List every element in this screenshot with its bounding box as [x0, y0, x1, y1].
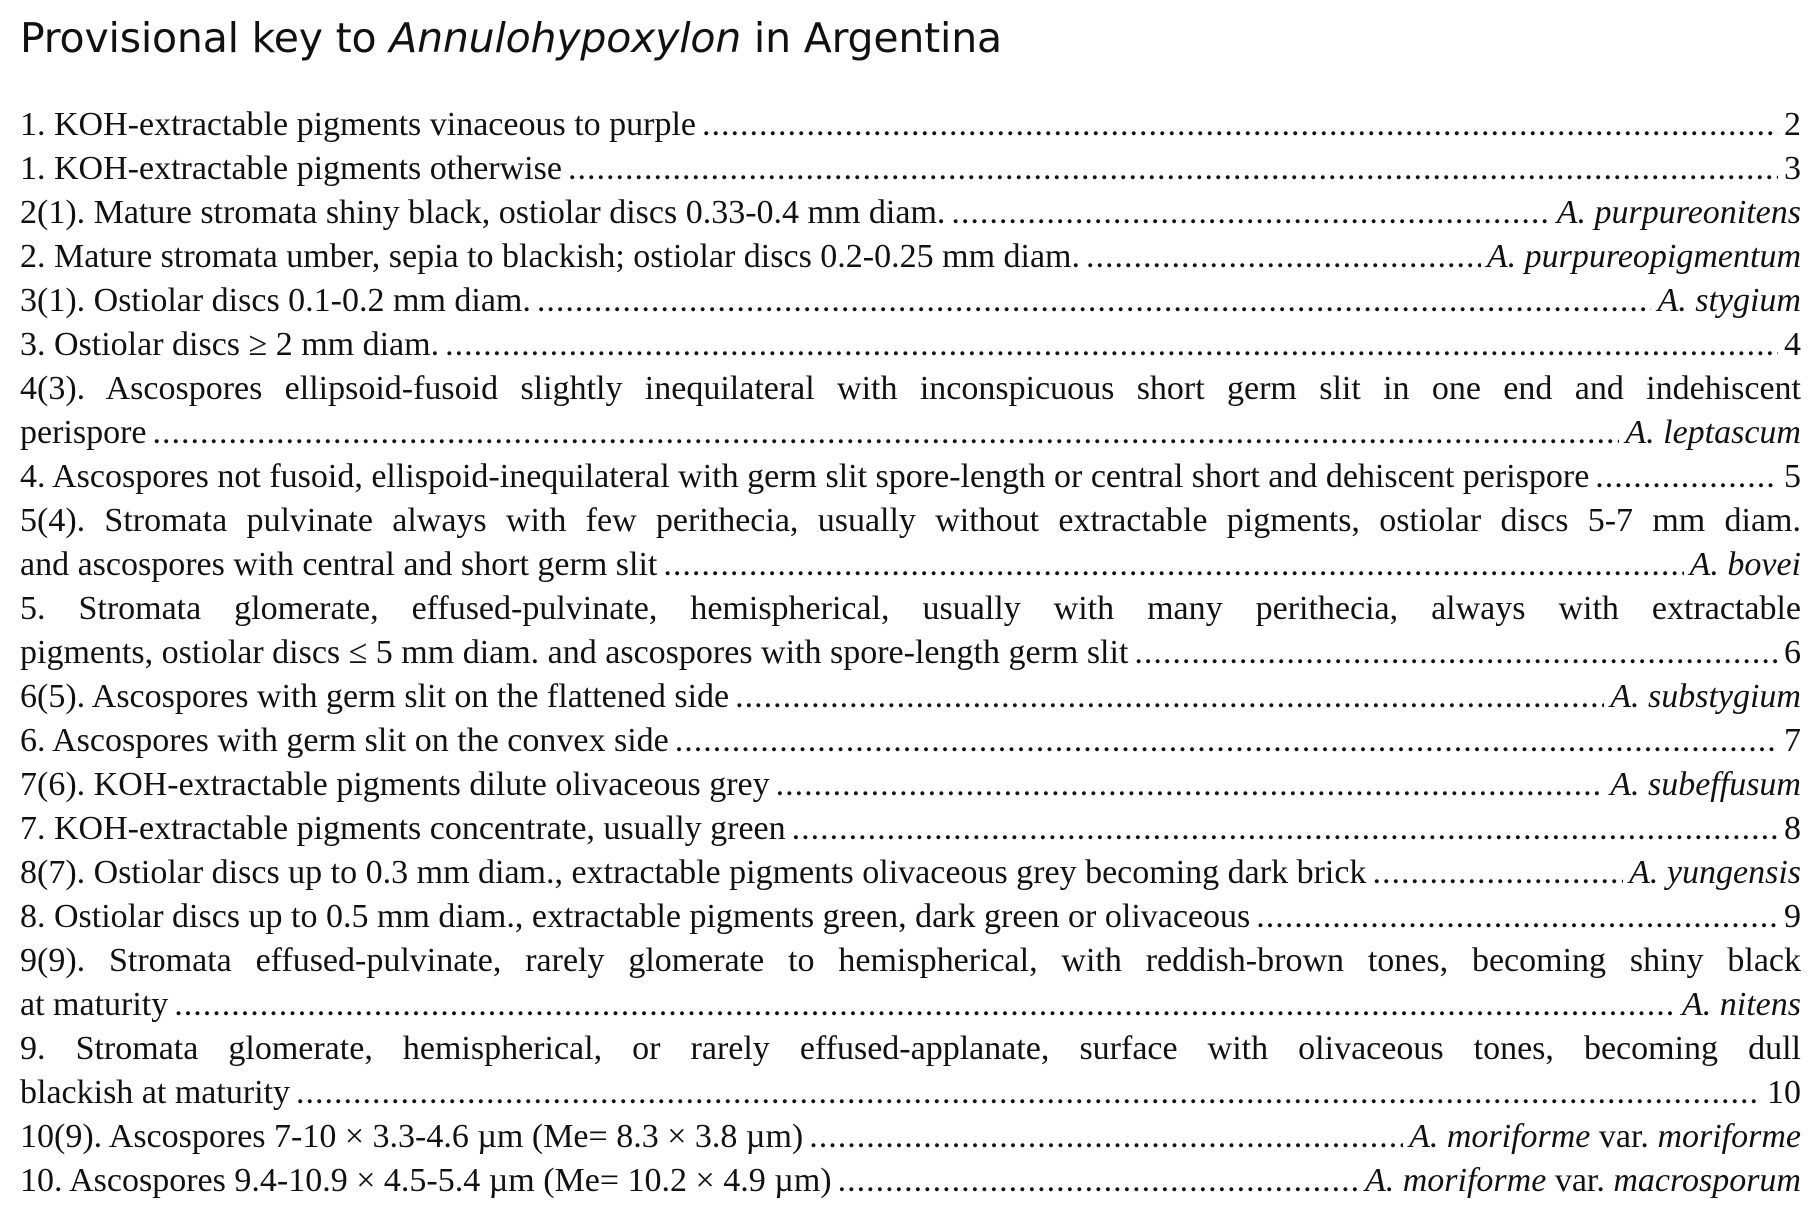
- couplet-result: 9: [1784, 898, 1801, 935]
- dot-leader: [792, 807, 1778, 851]
- dot-leader: [1372, 851, 1623, 895]
- couplet-text: 3. Ostiolar discs ≥ 2 mm diam.: [20, 326, 440, 363]
- couplet-text: perispore: [20, 414, 147, 451]
- couplet-result-epithet: moriforme: [1657, 1118, 1801, 1155]
- key-couplet-6b: [20, 719, 1801, 763]
- key-couplet-8b: [20, 895, 1801, 939]
- key-couplet-1a: [20, 103, 1801, 147]
- couplet-result-species: A. purpureonitens: [1556, 194, 1801, 231]
- couplet-result-epithet: macrosporum: [1613, 1162, 1801, 1199]
- couplet-result-rank: var.: [1590, 1118, 1658, 1155]
- couplet-text: 1. KOH-extractable pigments vinaceous to purple: [20, 106, 697, 143]
- couplet-result: 10: [1767, 1074, 1801, 1111]
- couplet-text: and ascospores with central and short germ slit: [20, 546, 658, 583]
- couplet-result-species: A. stygium: [1657, 282, 1801, 319]
- dot-leader: [702, 103, 1778, 147]
- dot-leader: [174, 983, 1676, 1027]
- couplet-text: 8. Ostiolar discs up to 0.5 mm diam., extractable pigments green, dark green or olivaceous: [20, 898, 1251, 935]
- page-title: [20, 10, 1002, 66]
- dot-leader: [537, 279, 1652, 323]
- dot-leader: [1256, 895, 1778, 939]
- couplet-result: 5: [1784, 458, 1801, 495]
- couplet-result: 3: [1784, 150, 1801, 187]
- dot-leader: [838, 1159, 1359, 1203]
- title-suffix: in Argentina: [741, 14, 1002, 62]
- identification-key: [20, 103, 1801, 1203]
- key-couplet-4a-line1: 4(3). Ascospores ellipsoid-fusoid slightly inequilateral with inconspicuous short germ slit in one end and indehiscent: [20, 370, 1801, 407]
- couplet-result: 2: [1784, 106, 1801, 143]
- key-couplet-5b: [20, 631, 1801, 675]
- couplet-text: 3(1). Ostiolar discs 0.1-0.2 mm diam.: [20, 282, 531, 319]
- couplet-result: 8: [1784, 810, 1801, 847]
- key-couplet-5a: [20, 543, 1801, 587]
- couplet-result-species: A. purpureopigmentum: [1486, 238, 1801, 275]
- couplet-text: 6. Ascospores with germ slit on the convex side: [20, 722, 669, 759]
- couplet-text: 4. Ascospores not fusoid, ellispoid-inequilateral with germ slit spore-length or central short and dehiscent perispore: [20, 458, 1590, 495]
- dot-leader: [568, 147, 1778, 191]
- key-couplet-10a: [20, 1115, 1801, 1159]
- key-couplet-7a: [20, 763, 1801, 807]
- key-couplet-7b: [20, 807, 1801, 851]
- key-couplet-1b: [20, 147, 1801, 191]
- couplet-text: blackish at maturity: [20, 1074, 291, 1111]
- key-couplet-2a: [20, 191, 1801, 235]
- dot-leader: [663, 543, 1683, 587]
- dot-leader: [153, 411, 1620, 455]
- couplet-result-species: A. substygium: [1610, 678, 1801, 715]
- title-genus: Annulohypoxylon: [389, 14, 742, 62]
- dot-leader: [1134, 631, 1778, 675]
- couplet-text: 8(7). Ostiolar discs up to 0.3 mm diam., extractable pigments olivaceous grey becoming dark brick: [20, 854, 1367, 891]
- dot-leader: [735, 675, 1604, 719]
- key-couplet-3b: [20, 323, 1801, 367]
- key-couplet-6a: [20, 675, 1801, 719]
- couplet-result-species: A. yungensis: [1629, 854, 1801, 891]
- couplet-result-species: A. nitens: [1682, 986, 1801, 1023]
- couplet-result-species: A. moriforme: [1364, 1162, 1547, 1199]
- key-couplet-8a: [20, 851, 1801, 895]
- couplet-text: 6(5). Ascospores with germ slit on the flattened side: [20, 678, 730, 715]
- key-couplet-5a-line1: 5(4). Stromata pulvinate always with few perithecia, usually without extractable pigments, ostiolar discs 5-7 mm diam.: [20, 502, 1801, 539]
- couplet-text: at maturity: [20, 986, 169, 1023]
- couplet-text: 2. Mature stromata umber, sepia to blackish; ostiolar discs 0.2-0.25 mm diam.: [20, 238, 1080, 275]
- couplet-result: 6: [1784, 634, 1801, 671]
- dot-leader: [1086, 235, 1481, 279]
- dot-leader: [809, 1115, 1403, 1159]
- dot-leader: [675, 719, 1778, 763]
- couplet-result-species: A. moriforme: [1409, 1118, 1591, 1155]
- key-couplet-5b-line1: 5. Stromata glomerate, effused-pulvinate, hemispherical, usually with many perithecia, always with extractable: [20, 590, 1801, 627]
- key-couplet-9a: [20, 983, 1801, 1027]
- couplet-text: 2(1). Mature stromata shiny black, ostiolar discs 0.33-0.4 mm diam.: [20, 194, 946, 231]
- key-couplet-9b-line1: 9. Stromata glomerate, hemispherical, or rarely effused-applanate, surface with olivaceous tones, becoming dull: [20, 1030, 1801, 1067]
- couplet-text: 7. KOH-extractable pigments concentrate, usually green: [20, 810, 786, 847]
- title-prefix: Provisional key to: [20, 14, 390, 62]
- couplet-result-rank: var.: [1546, 1162, 1614, 1199]
- key-couplet-4b: [20, 455, 1801, 499]
- key-couplet-9b: [20, 1071, 1801, 1115]
- couplet-result: 7: [1784, 722, 1801, 759]
- couplet-text: pigments, ostiolar discs ≤ 5 mm diam. and ascospores with spore-length germ slit: [20, 634, 1129, 671]
- couplet-text: 7(6). KOH-extractable pigments dilute olivaceous grey: [20, 766, 770, 803]
- couplet-result-species: A. leptascum: [1625, 414, 1801, 451]
- key-couplet-9a-line1: 9(9). Stromata effused-pulvinate, rarely glomerate to hemispherical, with reddish-brown tones, becoming shiny black: [20, 942, 1801, 979]
- couplet-result: 4: [1784, 326, 1801, 363]
- dot-leader: [776, 763, 1605, 807]
- key-couplet-10b: [20, 1159, 1801, 1203]
- couplet-result-species: A. bovei: [1689, 546, 1801, 583]
- key-couplet-2b: [20, 235, 1801, 279]
- dot-leader: [445, 323, 1778, 367]
- couplet-text: 1. KOH-extractable pigments otherwise: [20, 150, 562, 187]
- dot-leader: [951, 191, 1550, 235]
- couplet-text: 10(9). Ascospores 7-10 × 3.3-4.6 µm (Me= 8.3 × 3.8 µm): [20, 1118, 804, 1155]
- key-couplet-3a: [20, 279, 1801, 323]
- couplet-result-species: A. subeffusum: [1610, 766, 1801, 803]
- couplet-text: 10. Ascospores 9.4-10.9 × 4.5-5.4 µm (Me= 10.2 × 4.9 µm): [20, 1162, 832, 1199]
- dot-leader: [296, 1071, 1761, 1115]
- key-couplet-4a: [20, 411, 1801, 455]
- dot-leader: [1595, 455, 1778, 499]
